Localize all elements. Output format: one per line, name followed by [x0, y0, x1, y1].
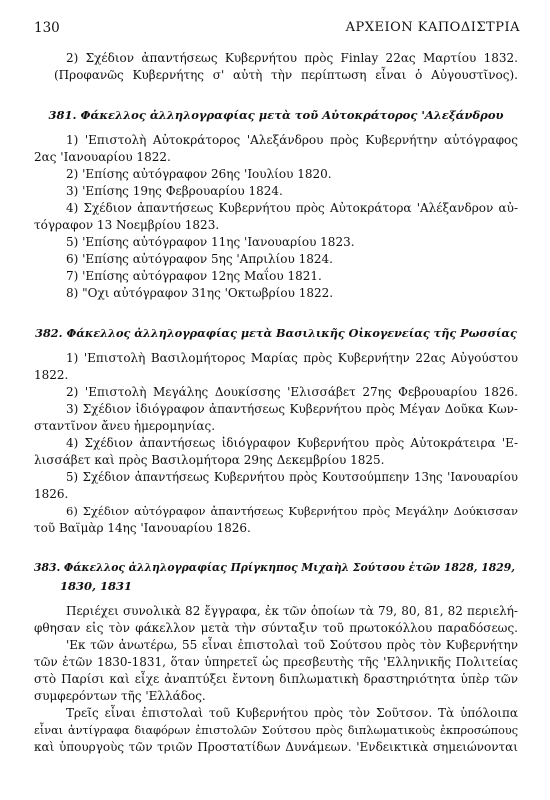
- paragraph-line: καὶ ὑπουργοὺς τῶν τριῶν Προστατίδων Δυνάμεων. 'Ενδεικτικὰ σημειώνονται: [34, 740, 518, 754]
- running-head: ΑΡΧΕΙΟΝ ΚΑΠΟΔΙΣΤΡΙΑ: [345, 20, 520, 35]
- paragraph-line: Περιέχει συνολικὰ 82 ἔγγραφα, ἐκ τῶν ὁποίων τὰ 79, 80, 81, 82 περιελή-: [66, 604, 518, 618]
- section-heading-382: 382. Φάκελλος ἀλληλογραφίας μετὰ Βασιλικῆς Οἰκογενείας τῆς Ρωσσίας: [35, 326, 517, 340]
- list-item-continuation: 2ας 'Ιανουαρίου 1822.: [34, 150, 171, 164]
- list-item: 4) Σχέδιον ἀπαντήσεως Κυβερνήτου πρὸς Αὐτοκράτορα 'Αλέξανδρον αὐ-: [66, 201, 518, 215]
- section-heading-381: 381. Φάκελλος ἀλληλογραφίας μετὰ τοῦ Αὐτοκράτορος 'Αλεξάνδρου: [48, 108, 504, 122]
- list-item: 1) 'Επιστολὴ Βασιλομήτορος Μαρίας πρὸς Κυβερνήτην 22ας Αὐγούστου: [66, 351, 518, 365]
- list-item-continuation: λισσάβετ καὶ πρὸς Βασιλομήτορα 29ης Δεκεμβρίου 1825.: [34, 453, 385, 467]
- list-item: 3) 'Επίσης 19ης Φεβρουαρίου 1824.: [66, 184, 283, 198]
- section-heading-383-continued: 1830, 1831: [60, 579, 133, 593]
- list-item-continuation: τόγραφον 13 Νοεμβρίου 1823.: [34, 218, 220, 232]
- list-item: 6) 'Επίσης αὐτόγραφον 5ης 'Απριλίου 1824.: [66, 252, 333, 266]
- paragraph-line: 'Εκ τῶν ἀνωτέρω, 55 εἶναι ἐπιστολαὶ τοῦ Σούτσου πρὸς τὸν Κυβερνήτην: [66, 638, 518, 652]
- body-line: 2) Σχέδιον ἀπαντήσεως Κυβερνήτου πρὸς Finlay 22ας Μαρτίου 1832.: [66, 51, 518, 65]
- paragraph-line: εἶναι ἀντίγραφα διαφόρων ἐπιστολῶν Σούτσου πρὸς διπλωματικοὺς ἐκπροσώπους: [34, 724, 518, 737]
- list-item: 8) "Οχι αὐτόγραφον 31ης 'Οκτωβρίου 1822.: [66, 286, 334, 300]
- list-item: 7) 'Επίσης αὐτόγραφον 12ης Μαΐου 1821.: [66, 269, 322, 283]
- list-item: 5) Σχέδιον ἀπαντήσεως Κυβερνήτου πρὸς Κουτσούμπεην 13ης 'Ιανουαρίου: [66, 470, 518, 484]
- list-item: 2) 'Επίσης αὐτόγραφον 26ης 'Ιουλίου 1820.: [66, 167, 332, 181]
- page-body: [34, 50, 518, 756]
- list-item: 4) Σχέδιον ἀπαντήσεως ἰδιόγραφον Κυβερνήτου πρὸς Αὐτοκράτειρα 'Ε-: [66, 436, 518, 450]
- paragraph-line: στὸ Παρίσι καὶ εἶχε ἀναπτύξει ἔντονη διπλωματικὴ δραστηριότητα ὑπὲρ τῶν: [34, 672, 518, 686]
- paragraph-line: συμφερόντων τῆς 'Ελλάδος.: [34, 689, 206, 703]
- list-item: 1) 'Επιστολὴ Αὐτοκράτορος 'Αλεξάνδρου πρὸς Κυβερνήτην αὐτόγραφος: [66, 133, 518, 147]
- page-header: [34, 20, 520, 40]
- list-item-continuation: 1826.: [34, 487, 69, 501]
- paragraph-line: τῶν ἐτῶν 1830-1831, ὅταν ὑπηρετεῖ ὡς πρεσβευτὴς τῆς 'Ελληνικῆς Πολιτείας: [34, 655, 518, 669]
- paragraph-line: Τρεῖς εἶναι ἐπιστολαὶ τοῦ Κυβερνήτου πρὸς τὸν Σοῦτσον. Τὰ ὑπόλοιπα: [66, 706, 518, 720]
- list-item-continuation: σταντῖνον ἄνευ ἡμερομηνίας.: [34, 419, 216, 433]
- paragraph-line: φθησαν εἰς τὸν φάκελλον μετὰ τὴν σύνταξιν τοῦ πρωτοκόλλου παραδόσεως.: [34, 621, 518, 635]
- list-item-continuation: τοῦ Βαϊμὰρ 14ης 'Ιανουαρίου 1826.: [34, 521, 251, 535]
- body-line: (Προφανῶς Κυβερνήτης σ' αὐτὴ τὴν περίπτωση εἶναι ὁ Αὐγουστῖνος).: [54, 68, 518, 82]
- list-item: 2) 'Επιστολὴ Μεγάλης Δουκίσσης 'Ελισσάβετ 27ης Φεβρουαρίου 1826.: [66, 385, 518, 399]
- list-item: 5) 'Επίσης αὐτόγραφον 11ης 'Ιανουαρίου 1823.: [66, 235, 355, 249]
- page-number: 130: [34, 20, 60, 36]
- list-item: 6) Σχέδιον αὐτόγραφον ἀπαντήσεως Κυβερνήτου πρὸς Μεγάλην Δούκισσαν: [66, 504, 518, 518]
- list-item-continuation: 1822.: [34, 368, 69, 382]
- section-heading-383: 383. Φάκελλος ἀλληλογραφίας Πρίγκηπος Μιχαὴλ Σούτσου ἐτῶν 1828, 1829,: [34, 561, 515, 574]
- list-item: 3) Σχέδιον ἰδιόγραφον ἀπαντήσεως Κυβερνήτου πρὸς Μέγαν Δοῦκα Κων-: [66, 402, 518, 416]
